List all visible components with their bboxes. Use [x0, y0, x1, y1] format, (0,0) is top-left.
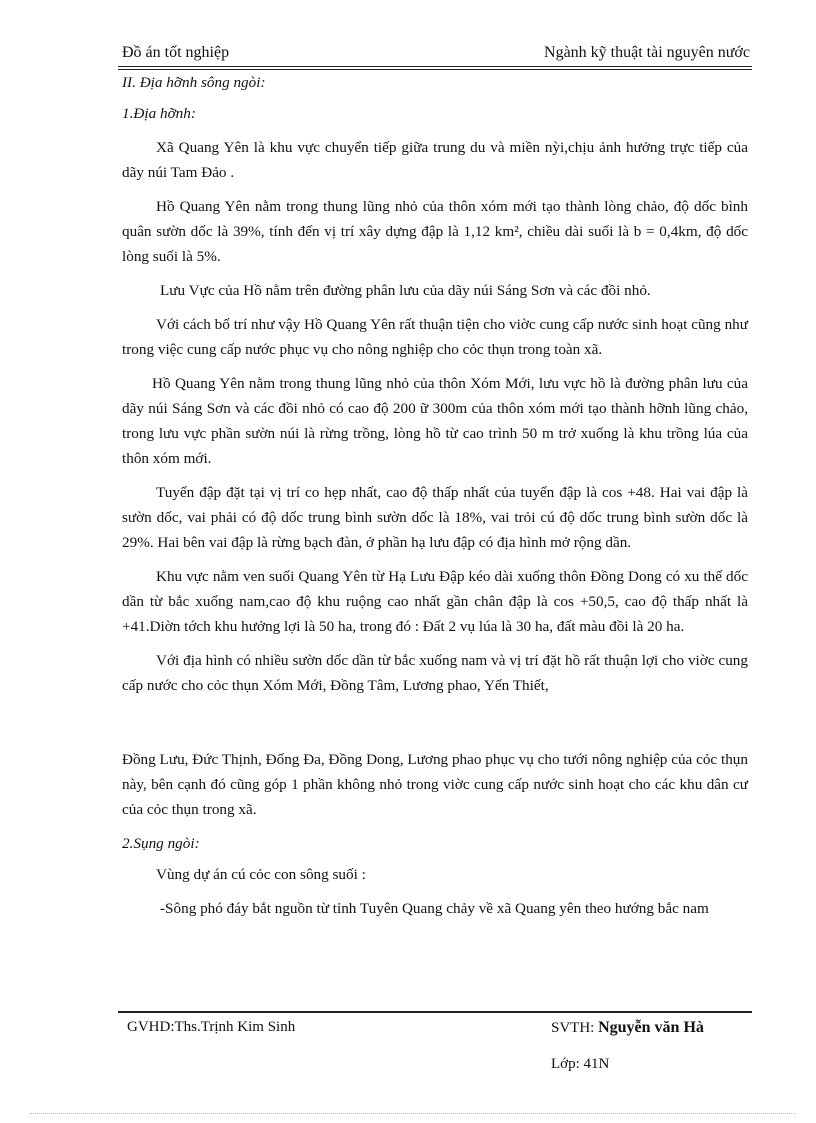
- section-title: II. Địa hỡnh sông ngòi:: [122, 74, 266, 91]
- subsection-terrain: 1.Địa hỡnh:: [122, 105, 196, 122]
- paragraph: Hồ Quang Yên nằm trong thung lũng nhỏ của thôn Xóm Mới, lưu vực hồ là đường phân lưu của dãy núi Sáng Sơn và các đồi nhỏ có cao độ 200 ữ 300m của thôn xóm mới tạo thành hỡnh lũng chảo, trong lưu vực phần sườn núi là rừng trồng, lòng hồ từ cao trình 50 m trở xuống là khu trồng lúa của thôn xóm mới.: [122, 375, 748, 467]
- footer-advisor: GVHD:Ths.Trịnh Kim Sinh: [127, 1019, 296, 1035]
- footer-divider: [118, 1011, 752, 1013]
- subsection-rivers: 2.Sụng ngòi:: [122, 835, 200, 852]
- footer-student-name: Nguyễn văn Hà: [598, 1019, 704, 1036]
- footer-class: Lớp: 41N: [551, 1056, 610, 1072]
- paragraph: Với cách bố trí như vậy Hồ Quang Yên rất thuận tiện cho viờc cung cấp nước sinh hoạt cũng như trong việc cung cấp nước phục vụ cho nông nghiệp cho cỏc thụn trong toàn xã.: [122, 316, 748, 358]
- header-right: Ngành kỹ thuật tài nguyên nước: [544, 44, 750, 61]
- document-body: [122, 70, 748, 930]
- paragraph: Lưu Vực của Hồ nằm trên đường phân lưu của dãy núi Sáng Sơn và các đồi nhỏ.: [160, 282, 651, 299]
- page-edge: [30, 1113, 796, 1114]
- header-divider: [118, 66, 752, 67]
- paragraph: Xã Quang Yên là khu vực chuyển tiếp giữa trung du và miền nỳi,chịu ảnh hưởng trực tiếp của dãy núi Tam Đảo .: [122, 139, 748, 181]
- paragraph: -Sông phó đáy bắt nguồn từ tỉnh Tuyên Quang chảy về xã Quang yên theo hướng bắc nam: [160, 900, 709, 917]
- paragraph: Với địa hình có nhiều sườn dốc dần từ bắc xuống nam và vị trí đặt hồ rất thuận lợi cho viờc cung cấp nước cho cỏc thụn Xóm Mới, Đồng Tâm, Lương phao, Yến Thiết,: [122, 652, 748, 694]
- paragraph: Đồng Lưu, Đức Thịnh, Đống Đa, Đồng Dong, Lương phao phục vụ cho tưới nông nghiệp của cỏc thụn này, bên cạnh đó cũng góp 1 phần không nhỏ trong viờc cung cấp nước sinh hoạt cho các khu dân cư của cỏc thụn trong xã.: [122, 751, 748, 818]
- paragraph: Khu vực nằm ven suối Quang Yên từ Hạ Lưu Đập kéo dài xuống thôn Đồng Dong có xu thế dốc dần từ bắc xuống nam,cao độ khu ruộng cao nhất gần chân đập là cos +50,5, cao độ thấp nhất là +41.Diờn tớch khu hưởng lợi là 50 ha, trong đó : Đất 2 vụ lúa là 30 ha, đất màu đồi là 20 ha.: [122, 568, 748, 635]
- paragraph: Vùng dự án cú cỏc con sông suối :: [156, 866, 366, 883]
- header-left: Đồ án tốt nghiệp: [122, 44, 230, 61]
- page-break-gap: [122, 707, 748, 747]
- footer-student-label: SVTH:: [551, 1020, 599, 1036]
- paragraph: Tuyến đập đặt tại vị trí co hẹp nhất, cao độ thấp nhất của tuyến đập là cos +48. Hai vai đập là sườn dốc, vai phải có độ dốc trung bình sườn dốc là 18%, vai trỏi cú độ dốc trung bình sườn dốc là 29%. Hai bên vai đập là rừng bạch đàn, ở phần hạ lưu đập có địa hình mở rộng dần.: [122, 484, 748, 551]
- paragraph: Hồ Quang Yên nằm trong thung lũng nhỏ của thôn xóm mới tạo thành lòng chảo, độ dốc bình quân sườn dốc là 39%, tính đến vị trí xây dựng đập là 1,12 km², chiều dài suối là b = 0,4km, độ dốc lòng suối là 5%.: [122, 198, 748, 265]
- footer-student: [551, 1019, 704, 1037]
